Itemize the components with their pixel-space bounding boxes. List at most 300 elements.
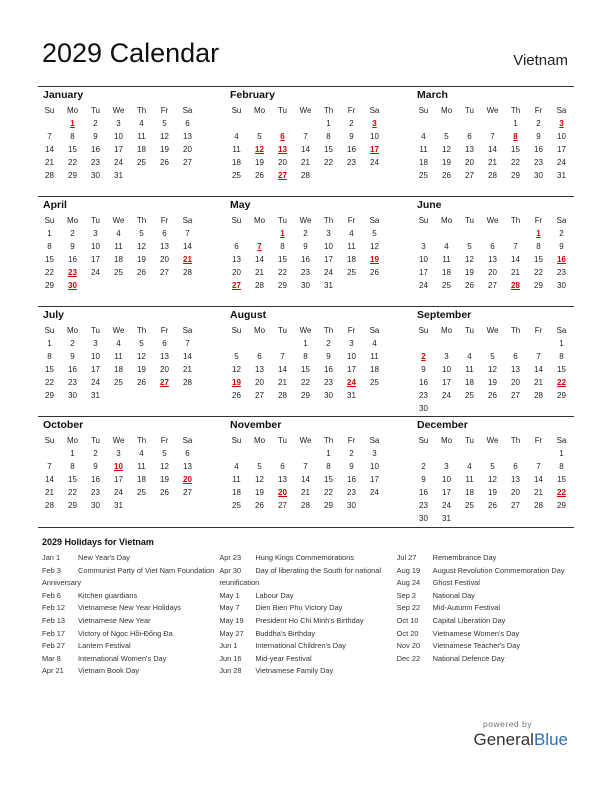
empty-day — [84, 279, 107, 292]
week-row — [225, 117, 386, 130]
day-cell: 13 — [465, 145, 474, 154]
day-cell: 29 — [557, 391, 566, 400]
day-cell: 6 — [185, 449, 190, 458]
weekday-label: Mo — [253, 326, 266, 335]
day-cell: 30 — [534, 171, 543, 180]
day-cell: 10 — [370, 462, 379, 471]
day-cell: 8 — [326, 132, 331, 141]
day-cell: 6 — [513, 462, 518, 471]
day-cell: 18 — [137, 145, 146, 154]
day-cell: 16 — [419, 378, 428, 387]
month-july — [38, 307, 199, 416]
weekday-label: Th — [323, 326, 334, 335]
weekday-label: Tu — [277, 326, 288, 335]
day-cell: 20 — [232, 268, 241, 277]
holiday-name: Vietnamese Family Day — [255, 666, 334, 676]
day-cell: 18 — [419, 158, 428, 167]
week-row — [38, 499, 199, 512]
day-cell: 15 — [278, 255, 287, 264]
weekday-label: Mo — [253, 216, 266, 225]
day-cell: 8 — [536, 242, 541, 251]
weekday-label: Su — [44, 106, 55, 115]
empty-day — [481, 227, 504, 240]
week-row — [225, 447, 386, 460]
day-cell: 21 — [534, 378, 543, 387]
day-cell: 26 — [255, 501, 264, 510]
holiday-day-cell: 8 — [513, 132, 518, 141]
day-cell: 4 — [467, 352, 472, 361]
month-august — [225, 307, 386, 416]
week-row — [38, 117, 199, 130]
empty-day — [38, 117, 61, 130]
empty-day — [481, 512, 504, 525]
day-cell: 29 — [511, 171, 520, 180]
day-cell: 23 — [557, 268, 566, 277]
day-cell: 29 — [324, 501, 333, 510]
holiday-item — [397, 653, 574, 666]
day-cell: 29 — [45, 281, 54, 290]
weekday-label: Tu — [277, 216, 288, 225]
day-cell: 1 — [513, 119, 518, 128]
day-cell: 27 — [488, 281, 497, 290]
weekday-label: Th — [510, 326, 521, 335]
week-row — [412, 143, 573, 156]
day-cell: 12 — [160, 132, 169, 141]
month-september — [412, 307, 573, 416]
weekday-label: Tu — [464, 216, 475, 225]
day-cell: 14 — [488, 145, 497, 154]
day-cell: 7 — [536, 462, 541, 471]
day-cell: 5 — [444, 132, 449, 141]
empty-day — [458, 227, 481, 240]
weekday-label: Fr — [347, 106, 356, 115]
holiday-date: Oct 20 — [396, 628, 419, 638]
weekday-label: Tu — [90, 436, 101, 445]
weekday-header — [412, 104, 573, 117]
holiday-day-cell: 23 — [68, 268, 77, 277]
holiday-date: Feb 12 — [42, 603, 66, 613]
weekday-header — [412, 434, 573, 447]
holiday-day-cell: 1 — [70, 119, 75, 128]
week-row — [225, 143, 386, 156]
day-cell: 25 — [465, 391, 474, 400]
month-name: March — [417, 89, 448, 101]
day-cell: 28 — [534, 501, 543, 510]
day-cell: 9 — [421, 365, 426, 374]
week-row — [225, 473, 386, 486]
day-cell: 19 — [160, 475, 169, 484]
day-cell: 14 — [534, 365, 543, 374]
day-cell: 25 — [232, 501, 241, 510]
empty-day — [176, 499, 199, 512]
day-cell: 29 — [301, 391, 310, 400]
day-cell: 30 — [91, 171, 100, 180]
weekday-label: Fr — [347, 216, 356, 225]
holiday-list — [42, 537, 574, 678]
day-cell: 28 — [45, 171, 54, 180]
holiday-item — [219, 640, 396, 653]
empty-day — [458, 117, 481, 130]
day-cell: 26 — [370, 268, 379, 277]
empty-day — [130, 279, 153, 292]
day-cell: 7 — [490, 132, 495, 141]
weekday-header — [225, 104, 386, 117]
holiday-item — [397, 602, 574, 615]
month-name: April — [43, 199, 67, 211]
month-grid — [225, 214, 386, 292]
empty-day — [248, 117, 271, 130]
weekday-label: Sa — [182, 436, 193, 445]
holiday-day-cell: 27 — [160, 378, 169, 387]
day-cell: 4 — [139, 449, 144, 458]
holiday-date: Aug 24 — [396, 578, 421, 588]
page-title: 2029 Calendar — [42, 38, 220, 68]
week-row — [412, 266, 573, 279]
day-cell: 7 — [303, 132, 308, 141]
weekday-label: Mo — [66, 106, 79, 115]
day-cell: 2 — [93, 449, 98, 458]
day-cell: 4 — [349, 229, 354, 238]
month-grid — [225, 434, 386, 512]
day-cell: 2 — [326, 339, 331, 348]
day-cell: 8 — [70, 462, 75, 471]
day-cell: 11 — [232, 145, 241, 154]
day-cell: 7 — [513, 242, 518, 251]
day-cell: 28 — [301, 501, 310, 510]
empty-day — [225, 117, 248, 130]
day-cell: 15 — [324, 475, 333, 484]
weekday-label: We — [112, 436, 125, 445]
holiday-day-cell: 3 — [559, 119, 564, 128]
day-cell: 16 — [419, 488, 428, 497]
holiday-name: Labour Day — [255, 590, 294, 600]
day-cell: 3 — [372, 449, 377, 458]
week-row — [225, 363, 386, 376]
day-cell: 2 — [349, 449, 354, 458]
weekday-label: Th — [510, 216, 521, 225]
day-cell: 8 — [280, 242, 285, 251]
empty-day — [504, 337, 527, 350]
weekday-label: Su — [418, 436, 429, 445]
week-row — [225, 156, 386, 169]
empty-day — [481, 117, 504, 130]
day-cell: 27 — [278, 501, 287, 510]
empty-day — [294, 447, 317, 460]
day-cell: 26 — [232, 391, 241, 400]
brand-logo[interactable] — [473, 730, 568, 750]
weekday-label: Mo — [440, 436, 453, 445]
empty-day — [176, 389, 199, 402]
day-cell: 1 — [47, 229, 52, 238]
weekday-label: We — [112, 326, 125, 335]
weekday-header — [225, 214, 386, 227]
month-grid — [412, 104, 573, 182]
week-row — [38, 473, 199, 486]
day-cell: 9 — [349, 132, 354, 141]
weekday-label: Th — [323, 106, 334, 115]
holiday-date: Feb 27 — [42, 641, 66, 651]
weekday-label: Fr — [160, 326, 169, 335]
weekday-label: Sa — [556, 326, 567, 335]
day-cell: 17 — [114, 475, 123, 484]
month-grid — [38, 324, 199, 402]
weekday-label: We — [486, 436, 499, 445]
day-cell: 17 — [91, 365, 100, 374]
weekday-label: Su — [231, 216, 242, 225]
weekday-label: We — [299, 326, 312, 335]
weekday-label: Tu — [277, 106, 288, 115]
empty-day — [481, 402, 504, 415]
week-row — [412, 350, 573, 363]
holiday-name: Capital Liberation Day — [432, 615, 506, 625]
empty-day — [550, 512, 573, 525]
holiday-day-cell: 21 — [183, 255, 192, 264]
day-cell: 29 — [278, 281, 287, 290]
weekday-label: Fr — [534, 216, 543, 225]
holiday-date: Dec 22 — [396, 653, 421, 663]
month-name: February — [230, 89, 275, 101]
holiday-name: Remembrance Day — [432, 553, 497, 562]
holiday-name: National Defence Day — [432, 653, 505, 663]
day-cell: 18 — [232, 158, 241, 167]
day-cell: 15 — [68, 145, 77, 154]
day-cell: 24 — [114, 488, 123, 497]
day-cell: 13 — [160, 352, 169, 361]
holiday-item — [397, 552, 574, 565]
day-cell: 2 — [303, 229, 308, 238]
weekday-header — [225, 324, 386, 337]
day-cell: 11 — [465, 475, 474, 484]
holiday-date: Jul 27 — [396, 553, 417, 562]
holiday-column — [219, 552, 396, 678]
empty-day — [504, 447, 527, 460]
holiday-date: Oct 10 — [396, 615, 419, 625]
week-row — [38, 279, 199, 292]
day-cell: 3 — [116, 449, 121, 458]
holiday-item — [219, 615, 396, 628]
day-cell: 5 — [257, 462, 262, 471]
holiday-name: National Day — [432, 590, 475, 600]
week-row — [225, 376, 386, 389]
day-cell: 19 — [442, 158, 451, 167]
weekday-label: We — [486, 326, 499, 335]
weekday-label: Fr — [160, 436, 169, 445]
day-cell: 3 — [349, 339, 354, 348]
day-cell: 21 — [45, 158, 54, 167]
day-cell: 13 — [183, 462, 192, 471]
empty-day — [363, 169, 386, 182]
day-cell: 17 — [370, 475, 379, 484]
empty-day — [458, 512, 481, 525]
day-cell: 5 — [139, 229, 144, 238]
week-row — [412, 253, 573, 266]
day-cell: 8 — [559, 352, 564, 361]
holiday-name: International Children's Day — [255, 641, 346, 651]
day-cell: 18 — [137, 475, 146, 484]
day-cell: 26 — [488, 501, 497, 510]
weekday-header — [38, 104, 199, 117]
holiday-columns — [42, 552, 574, 678]
day-cell: 3 — [326, 229, 331, 238]
holiday-name: Communist Party of Viet Nam Foundation Anniversary — [42, 565, 215, 588]
week-row — [412, 389, 573, 402]
weekday-label: Su — [231, 326, 242, 335]
day-cell: 11 — [137, 132, 146, 141]
powered-by-label: powered by — [483, 719, 532, 729]
weekday-label: Su — [231, 436, 242, 445]
day-cell: 24 — [370, 158, 379, 167]
day-cell: 9 — [421, 475, 426, 484]
month-grid — [225, 324, 386, 402]
month-november — [225, 417, 386, 527]
empty-day — [412, 117, 435, 130]
day-cell: 24 — [91, 268, 100, 277]
holiday-date: May 19 — [219, 615, 244, 625]
week-row — [225, 350, 386, 363]
empty-day — [458, 402, 481, 415]
weekday-label: Tu — [464, 326, 475, 335]
day-cell: 14 — [183, 242, 192, 251]
day-cell: 18 — [347, 255, 356, 264]
holiday-date: Apr 23 — [219, 553, 242, 562]
day-cell: 22 — [324, 158, 333, 167]
day-cell: 25 — [114, 268, 123, 277]
day-cell: 14 — [45, 145, 54, 154]
weekday-label: We — [299, 216, 312, 225]
holiday-item — [397, 565, 574, 578]
weekday-label: Mo — [66, 326, 79, 335]
empty-day — [176, 279, 199, 292]
day-cell: 22 — [278, 268, 287, 277]
day-cell: 16 — [324, 365, 333, 374]
empty-day — [271, 447, 294, 460]
day-cell: 12 — [465, 255, 474, 264]
weekday-label: We — [112, 106, 125, 115]
week-row — [412, 130, 573, 143]
day-cell: 31 — [347, 391, 356, 400]
week-row — [225, 169, 386, 182]
weekday-label: Th — [136, 326, 147, 335]
day-cell: 17 — [419, 268, 428, 277]
holiday-item — [397, 628, 574, 641]
weekday-label: Su — [231, 106, 242, 115]
day-cell: 21 — [183, 365, 192, 374]
weekday-header — [38, 214, 199, 227]
day-cell: 11 — [114, 242, 123, 251]
day-cell: 13 — [255, 365, 264, 374]
month-grid — [412, 324, 573, 415]
holiday-date: Nov 20 — [396, 641, 421, 651]
day-cell: 10 — [557, 132, 566, 141]
day-cell: 20 — [255, 378, 264, 387]
day-cell: 15 — [557, 365, 566, 374]
day-cell: 26 — [137, 268, 146, 277]
weekday-header — [38, 324, 199, 337]
week-row — [412, 402, 573, 415]
holiday-name: Vietnam Book Day — [78, 666, 140, 676]
day-cell: 9 — [303, 242, 308, 251]
day-cell: 2 — [93, 119, 98, 128]
holiday-item — [397, 577, 574, 590]
day-cell: 6 — [490, 242, 495, 251]
holiday-item — [219, 653, 396, 666]
week-row — [38, 363, 199, 376]
empty-day — [504, 512, 527, 525]
week-row — [412, 156, 573, 169]
empty-day — [527, 512, 550, 525]
empty-day — [294, 117, 317, 130]
day-cell: 31 — [91, 391, 100, 400]
day-cell: 17 — [347, 365, 356, 374]
day-cell: 13 — [183, 132, 192, 141]
day-cell: 29 — [557, 501, 566, 510]
weekday-label: Th — [323, 436, 334, 445]
day-cell: 24 — [370, 488, 379, 497]
day-cell: 27 — [183, 488, 192, 497]
empty-day — [412, 447, 435, 460]
day-cell: 19 — [255, 158, 264, 167]
day-cell: 28 — [534, 391, 543, 400]
day-cell: 7 — [536, 352, 541, 361]
day-cell: 6 — [185, 119, 190, 128]
holiday-name: August Revolution Commemoration Day — [432, 565, 565, 575]
empty-day — [225, 447, 248, 460]
day-cell: 24 — [419, 281, 428, 290]
day-cell: 15 — [534, 255, 543, 264]
empty-day — [130, 499, 153, 512]
day-cell: 22 — [68, 158, 77, 167]
day-cell: 23 — [68, 378, 77, 387]
day-cell: 31 — [557, 171, 566, 180]
holiday-day-cell: 3 — [372, 119, 377, 128]
holiday-item — [397, 590, 574, 603]
weekday-label: Fr — [347, 326, 356, 335]
day-cell: 12 — [137, 242, 146, 251]
weekday-label: Th — [136, 106, 147, 115]
day-cell: 25 — [347, 268, 356, 277]
holiday-date: Apr 21 — [42, 666, 64, 676]
weekday-label: Su — [44, 436, 55, 445]
day-cell: 3 — [421, 242, 426, 251]
day-cell: 6 — [467, 132, 472, 141]
day-cell: 14 — [301, 145, 310, 154]
day-cell: 1 — [326, 119, 331, 128]
day-cell: 14 — [255, 255, 264, 264]
empty-day — [176, 169, 199, 182]
day-cell: 22 — [45, 268, 54, 277]
month-name: September — [417, 309, 472, 321]
day-cell: 11 — [114, 352, 123, 361]
month-name: December — [417, 419, 468, 431]
day-cell: 26 — [465, 281, 474, 290]
day-cell: 17 — [442, 488, 451, 497]
weekday-label: Tu — [90, 216, 101, 225]
holiday-name: Vietnamese New Year — [78, 615, 151, 625]
holiday-date: May 1 — [219, 590, 240, 600]
week-row — [38, 447, 199, 460]
day-cell: 31 — [324, 281, 333, 290]
day-cell: 26 — [160, 158, 169, 167]
day-cell: 10 — [442, 365, 451, 374]
day-cell: 13 — [511, 475, 520, 484]
holiday-column — [42, 552, 219, 678]
month-name: July — [43, 309, 65, 321]
day-cell: 23 — [91, 488, 100, 497]
month-name: November — [230, 419, 282, 431]
week-row — [225, 337, 386, 350]
day-cell: 27 — [465, 171, 474, 180]
holiday-item — [42, 565, 219, 590]
